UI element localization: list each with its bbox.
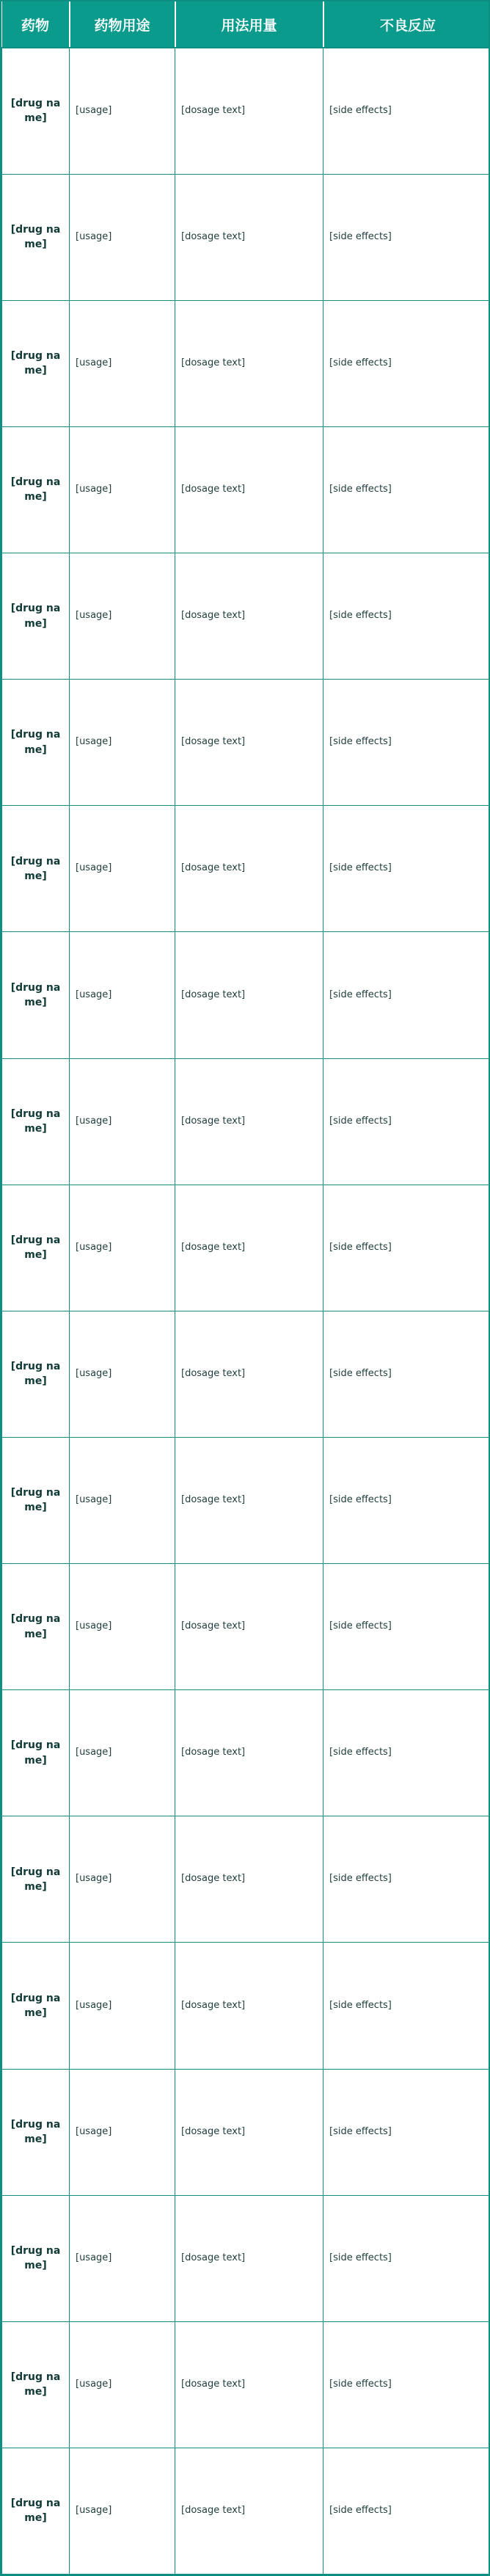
usage-cell: [usage] bbox=[70, 300, 175, 426]
drug-name-cell: [drug name] bbox=[2, 680, 70, 806]
dosage-cell: [dosage text] bbox=[175, 2195, 323, 2321]
usage-cell: [usage] bbox=[70, 1816, 175, 1943]
reaction-cell: [side effects] bbox=[323, 932, 490, 1058]
usage-cell: [usage] bbox=[70, 2069, 175, 2195]
dosage-cell: [dosage text] bbox=[175, 1690, 323, 1816]
dosage-cell: [dosage text] bbox=[175, 932, 323, 1058]
reaction-cell: [side effects] bbox=[323, 806, 490, 932]
usage-cell: [usage] bbox=[70, 2195, 175, 2321]
table-row bbox=[2, 426, 490, 553]
usage-cell: [usage] bbox=[70, 932, 175, 1058]
header-reaction: 不良反应 bbox=[323, 1, 490, 48]
dosage-cell: [dosage text] bbox=[175, 426, 323, 553]
usage-cell: [usage] bbox=[70, 1437, 175, 1563]
reaction-cell: [side effects] bbox=[323, 1943, 490, 2069]
reaction-cell: [side effects] bbox=[323, 1437, 490, 1563]
reaction-cell: [side effects] bbox=[323, 1185, 490, 1311]
table-row bbox=[2, 553, 490, 680]
dosage-cell: [dosage text] bbox=[175, 1437, 323, 1563]
dosage-cell: [dosage text] bbox=[175, 300, 323, 426]
drug-name-cell: [drug name] bbox=[2, 806, 70, 932]
table-row bbox=[2, 2321, 490, 2448]
usage-cell: [usage] bbox=[70, 174, 175, 300]
table-row bbox=[2, 1185, 490, 1311]
table-row bbox=[2, 1058, 490, 1185]
usage-cell: [usage] bbox=[70, 1185, 175, 1311]
usage-cell: [usage] bbox=[70, 680, 175, 806]
header-dosage: 用法用量 bbox=[175, 1, 323, 48]
usage-cell: [usage] bbox=[70, 2448, 175, 2574]
table-row bbox=[2, 1816, 490, 1943]
table-row bbox=[2, 1564, 490, 1690]
dosage-cell: [dosage text] bbox=[175, 1311, 323, 1437]
usage-cell: [usage] bbox=[70, 1058, 175, 1185]
drug-name-cell: [drug name] bbox=[2, 2321, 70, 2448]
dosage-cell: [dosage text] bbox=[175, 1816, 323, 1943]
dosage-cell: [dosage text] bbox=[175, 1185, 323, 1311]
table-row bbox=[2, 680, 490, 806]
dosage-cell: [dosage text] bbox=[175, 2069, 323, 2195]
table-row bbox=[2, 300, 490, 426]
drug-name-cell: [drug name] bbox=[2, 426, 70, 553]
reaction-cell: [side effects] bbox=[323, 2069, 490, 2195]
header-usage: 药物用途 bbox=[70, 1, 175, 48]
reaction-cell: [side effects] bbox=[323, 2448, 490, 2574]
table-row bbox=[2, 174, 490, 300]
usage-cell: [usage] bbox=[70, 1311, 175, 1437]
dosage-cell: [dosage text] bbox=[175, 806, 323, 932]
reaction-cell: [side effects] bbox=[323, 2195, 490, 2321]
dosage-cell: [dosage text] bbox=[175, 1943, 323, 2069]
drug-name-cell: [drug name] bbox=[2, 1943, 70, 2069]
usage-cell: [usage] bbox=[70, 553, 175, 680]
reaction-cell: [side effects] bbox=[323, 1058, 490, 1185]
drug-name-cell: [drug name] bbox=[2, 2448, 70, 2574]
reaction-cell: [side effects] bbox=[323, 48, 490, 174]
reaction-cell: [side effects] bbox=[323, 1690, 490, 1816]
usage-cell: [usage] bbox=[70, 1943, 175, 2069]
table-row bbox=[2, 48, 490, 174]
reaction-cell: [side effects] bbox=[323, 680, 490, 806]
usage-cell: [usage] bbox=[70, 1690, 175, 1816]
reaction-cell: [side effects] bbox=[323, 1564, 490, 1690]
drug-name-cell: [drug name] bbox=[2, 48, 70, 174]
reaction-cell: [side effects] bbox=[323, 426, 490, 553]
drug-name-cell: [drug name] bbox=[2, 1816, 70, 1943]
usage-cell: [usage] bbox=[70, 48, 175, 174]
usage-cell: [usage] bbox=[70, 2321, 175, 2448]
dosage-cell: [dosage text] bbox=[175, 174, 323, 300]
dosage-cell: [dosage text] bbox=[175, 2321, 323, 2448]
header-row bbox=[2, 1, 490, 48]
table-row bbox=[2, 1690, 490, 1816]
usage-cell: [usage] bbox=[70, 806, 175, 932]
drug-name-cell: [drug name] bbox=[2, 2069, 70, 2195]
table-row bbox=[2, 1311, 490, 1437]
table-row bbox=[2, 1437, 490, 1563]
reaction-cell: [side effects] bbox=[323, 174, 490, 300]
drug-name-cell: [drug name] bbox=[2, 1564, 70, 1690]
drug-reference-table bbox=[1, 1, 490, 2575]
drug-name-cell: [drug name] bbox=[2, 1185, 70, 1311]
table-row bbox=[2, 2069, 490, 2195]
drug-name-cell: [drug name] bbox=[2, 553, 70, 680]
table-header bbox=[2, 1, 490, 48]
header-drug: 药物 bbox=[2, 1, 70, 48]
drug-name-cell: [drug name] bbox=[2, 1311, 70, 1437]
dosage-cell: [dosage text] bbox=[175, 553, 323, 680]
drug-name-cell: [drug name] bbox=[2, 2195, 70, 2321]
reaction-cell: [side effects] bbox=[323, 1311, 490, 1437]
dosage-cell: [dosage text] bbox=[175, 1564, 323, 1690]
table-row bbox=[2, 2448, 490, 2574]
table-row bbox=[2, 806, 490, 932]
drug-name-cell: [drug name] bbox=[2, 1058, 70, 1185]
reaction-cell: [side effects] bbox=[323, 300, 490, 426]
dosage-cell: [dosage text] bbox=[175, 2448, 323, 2574]
drug-name-cell: [drug name] bbox=[2, 932, 70, 1058]
table-row bbox=[2, 2195, 490, 2321]
dosage-cell: [dosage text] bbox=[175, 48, 323, 174]
usage-cell: [usage] bbox=[70, 426, 175, 553]
drug-name-cell: [drug name] bbox=[2, 174, 70, 300]
table-row bbox=[2, 932, 490, 1058]
reaction-cell: [side effects] bbox=[323, 1816, 490, 1943]
reaction-cell: [side effects] bbox=[323, 553, 490, 680]
drug-name-cell: [drug name] bbox=[2, 300, 70, 426]
table-body bbox=[2, 48, 490, 2575]
drug-name-cell: [drug name] bbox=[2, 1690, 70, 1816]
dosage-cell: [dosage text] bbox=[175, 1058, 323, 1185]
table-row bbox=[2, 1943, 490, 2069]
usage-cell: [usage] bbox=[70, 1564, 175, 1690]
reaction-cell: [side effects] bbox=[323, 2321, 490, 2448]
dosage-cell: [dosage text] bbox=[175, 680, 323, 806]
drug-name-cell: [drug name] bbox=[2, 1437, 70, 1563]
